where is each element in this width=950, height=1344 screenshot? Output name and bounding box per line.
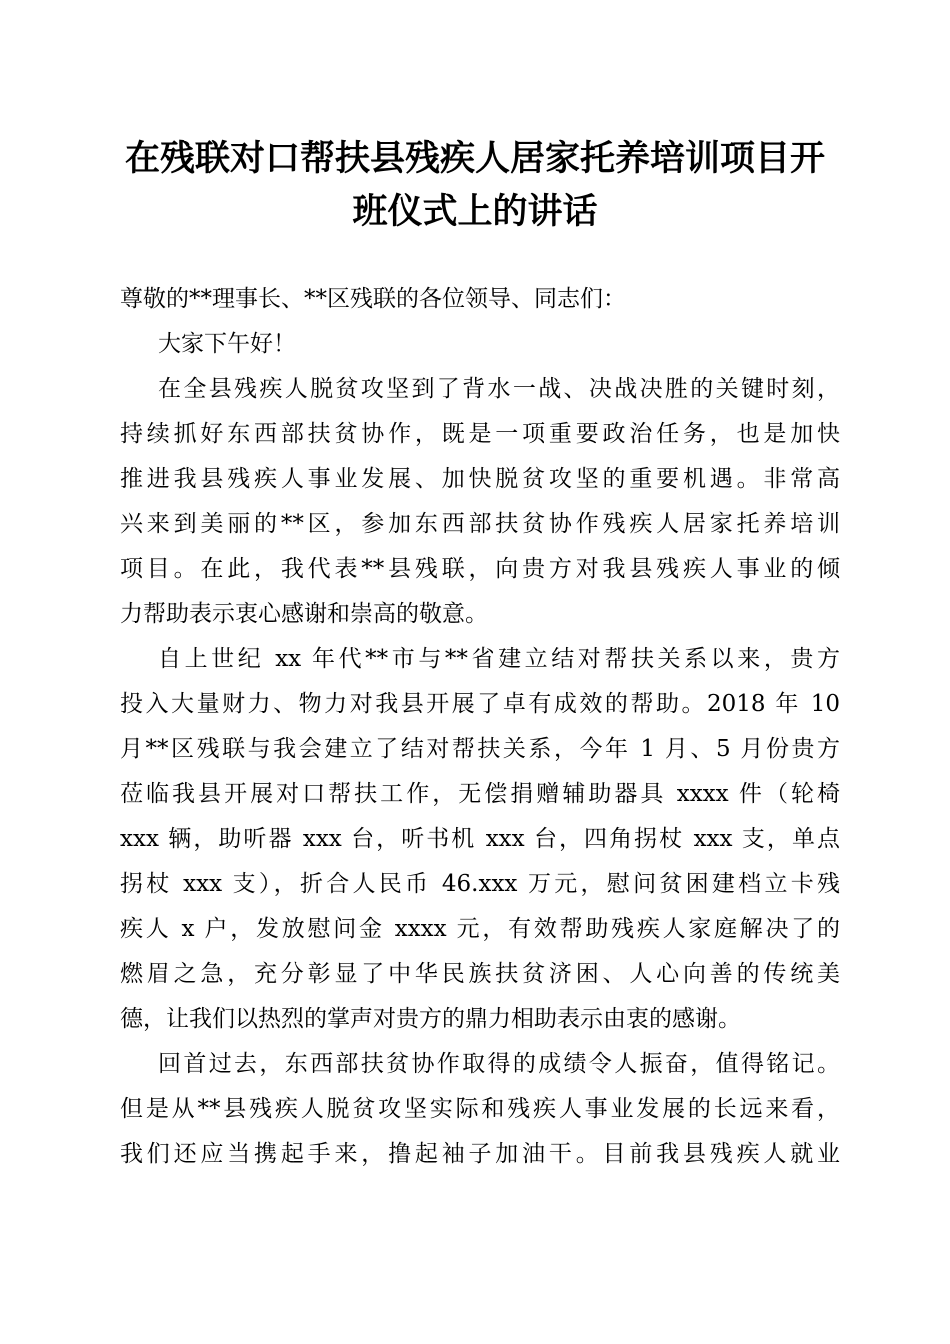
title-line-2: 班仪式上的讲话 xyxy=(352,191,598,232)
paragraph-line: 持续抓好东西部扶贫协作，既是一项重要政治任务，也是加快 xyxy=(120,421,840,447)
title-line-1: 在残联对口帮扶县残疾人居家托养培训项目开 xyxy=(124,138,825,179)
paragraph-line: xxx 辆，助听器 xxx 台，听书机 xxx 台，四角拐杖 xxx 支，单点 xyxy=(120,826,840,852)
document-title xyxy=(100,132,850,238)
paragraph-line: 燃眉之急，充分彰显了中华民族扶贫济困、人心向善的传统美 xyxy=(120,961,840,987)
speech-body xyxy=(120,277,840,1177)
paragraph-line: 在全县残疾人脱贫攻坚到了背水一战、决战决胜的关键时刻， xyxy=(158,376,840,402)
paragraph-line: 投入大量财力、物力对我县开展了卓有成效的帮助。2018 年 10 xyxy=(120,691,840,717)
greeting: 大家下午好！ xyxy=(158,331,296,357)
paragraph-line: 推进我县残疾人事业发展、加快脱贫攻坚的重要机遇。非常高 xyxy=(120,466,840,492)
paragraph-line: 自上世纪 xx 年代**市与**省建立结对帮扶关系以来，贵方 xyxy=(158,646,840,672)
paragraph-line: 力帮助表示衷心感谢和崇高的敬意。 xyxy=(120,601,488,627)
paragraph-line: 月**区残联与我会建立了结对帮扶关系，今年 1 月、5 月份贵方 xyxy=(120,736,840,762)
paragraph-line: 莅临我县开展对口帮扶工作，无偿捐赠辅助器具 xxxx 件（轮椅 xyxy=(120,781,840,807)
paragraph-line: 我们还应当携起手来，撸起袖子加油干。目前我县残疾人就业 xyxy=(120,1141,840,1167)
paragraph-line: 项目。在此，我代表**县残联，向贵方对我县残疾人事业的倾 xyxy=(120,556,840,582)
paragraph-line: 拐杖 xxx 支），折合人民币 46.xxx 万元，慰问贫困建档立卡残 xyxy=(120,871,840,897)
paragraph-line: 回首过去，东西部扶贫协作取得的成绩令人振奋，值得铭记。 xyxy=(158,1051,840,1077)
paragraph-line: 但是从**县残疾人脱贫攻坚实际和残疾人事业发展的长远来看， xyxy=(120,1096,840,1122)
paragraph-line: 兴来到美丽的**区，参加东西部扶贫协作残疾人居家托养培训 xyxy=(120,511,840,537)
paragraph-line: 德，让我们以热烈的掌声对贵方的鼎力相助表示由衷的感谢。 xyxy=(120,1006,741,1032)
paragraph-line: 疾人 x 户，发放慰问金 xxxx 元，有效帮助残疾人家庭解决了的 xyxy=(120,916,840,942)
salutation: 尊敬的**理事长、**区残联的各位领导、同志们： xyxy=(120,286,626,312)
